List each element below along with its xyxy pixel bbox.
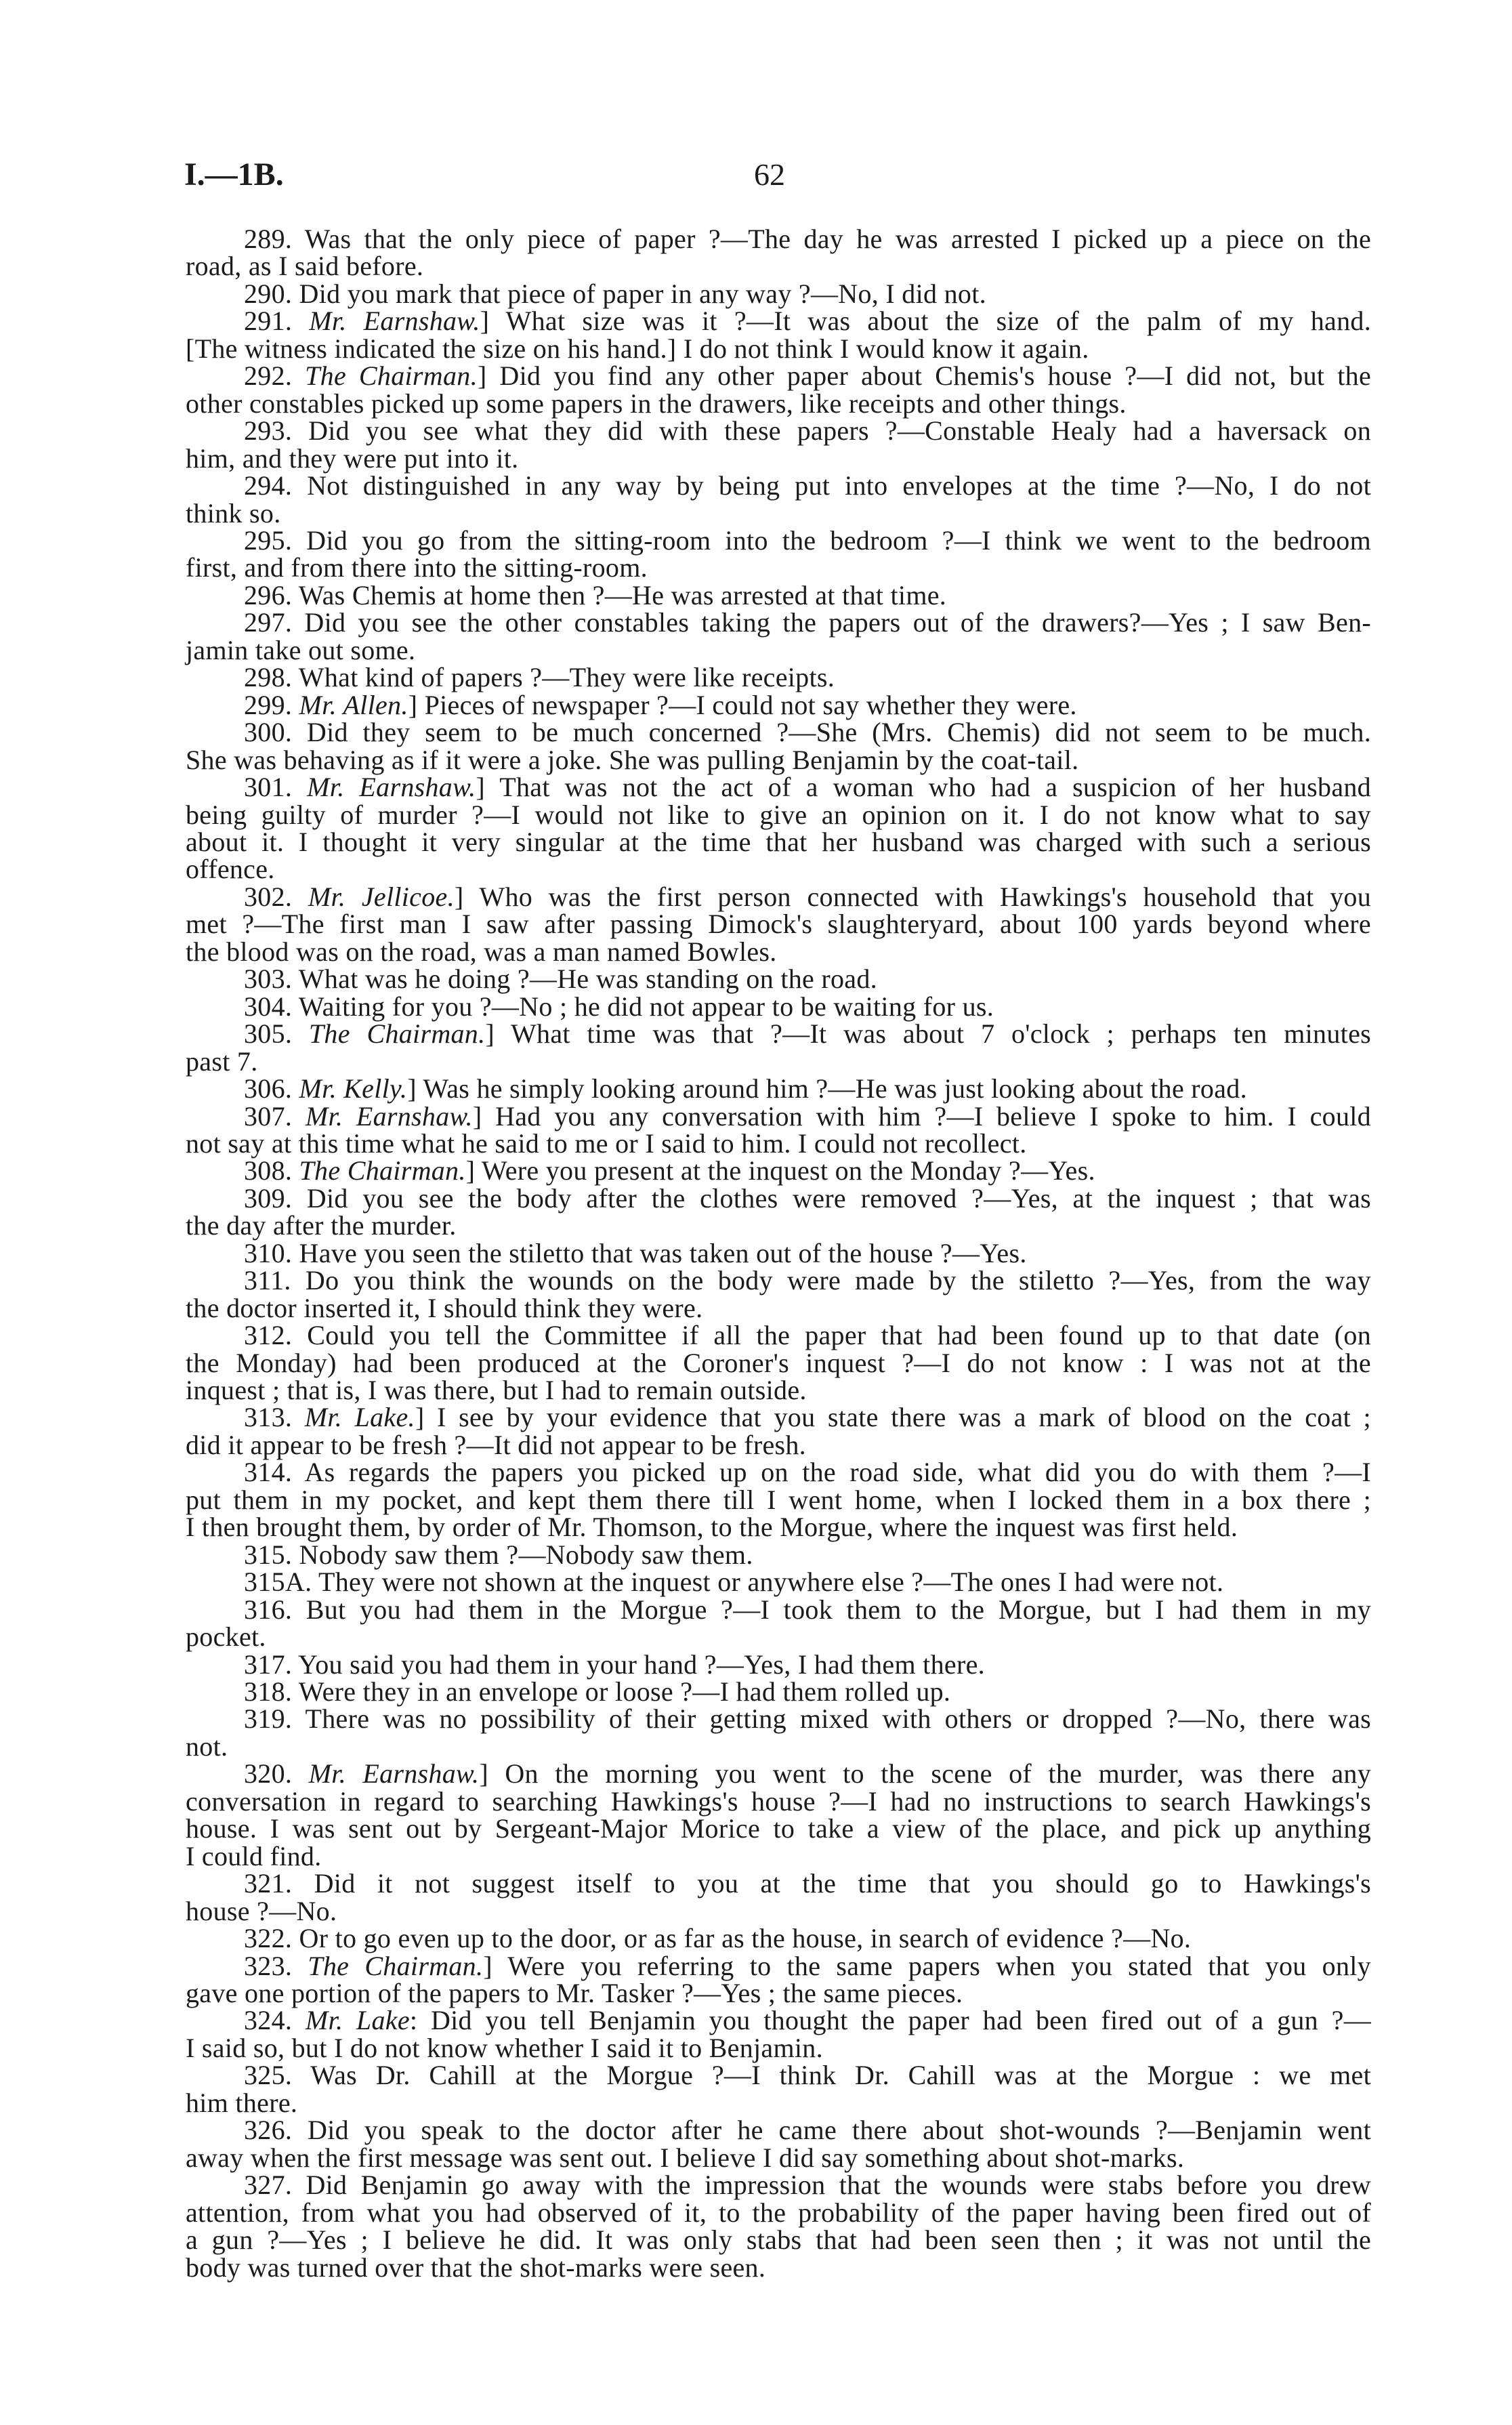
line-text: Or to go even up to the door, or as far as the house, in search of evidence ?—No. [299, 1923, 1192, 1954]
testimony-paragraph [186, 881, 1371, 967]
question-number: 316. [244, 1594, 293, 1625]
text-line [186, 1157, 1371, 1184]
line-text: They were not shown at the inquest or anywhere else ?—The ones I had were not. [318, 1567, 1224, 1598]
text-line [186, 2254, 1371, 2281]
line-text: conversation in regard to searching Hawkings's house ?—I had no instructions to search Hawkings's [186, 1785, 1371, 1817]
line-text: Do you think the wounds on the body were made by the stiletto ?—Yes, from the way [305, 1265, 1371, 1296]
testimony-paragraph [186, 1596, 1371, 1651]
text-line [186, 1429, 1371, 1460]
question-number: 324. [244, 2005, 293, 2036]
text-line [186, 1541, 1371, 1569]
text-line [186, 2087, 1371, 2118]
line-text: Did you see the other constables taking the papers out of the drawers?—Yes ; I saw Ben- [304, 607, 1371, 638]
testimony-paragraph [186, 2117, 1371, 2172]
line-text: Was Dr. Cahill at the Morgue ?—I think Dr. Cahill was at the Morgue : we met [310, 2060, 1372, 2091]
text-line [186, 826, 1371, 857]
line-text: ] Did you find any other paper about Chemis's house ?—I did not, but the [477, 360, 1371, 392]
testimony-paragraph [186, 1678, 1371, 1705]
text-line [186, 1651, 1371, 1678]
text-line [186, 1484, 1371, 1515]
testimony-paragraph [186, 2007, 1371, 2062]
question-number: 319. [244, 1703, 293, 1735]
line-text: did it appear to be fresh ?—It did not appear to be fresh. [186, 1429, 806, 1460]
text-line [186, 1237, 1371, 1268]
question-number: 315A. [244, 1567, 312, 1598]
question-number: 320. [244, 1758, 293, 1789]
line-text: the blood was on the road, was a man named Bowles. [186, 936, 777, 967]
line-text: ] What size was it ?—It was about the size of the palm of my hand. [480, 306, 1371, 337]
testimony-paragraph [186, 1237, 1371, 1268]
testimony-paragraph [186, 664, 1371, 691]
testimony-paragraph [186, 1322, 1371, 1404]
testimony-paragraph [186, 1459, 1371, 1541]
speaker-name: The Chairman. [299, 1155, 466, 1186]
question-number: 290. [244, 278, 293, 309]
line-text: I then brought them, by order of Mr. Thomson, to the Morgue, where the inquest was first held. [186, 1512, 1238, 1543]
line-text: What kind of papers ?—They were like receipts. [298, 662, 835, 693]
question-number: 302. [244, 881, 293, 912]
question-number: 300. [244, 717, 293, 748]
text-line [186, 1020, 1371, 1048]
text-line [186, 609, 1371, 636]
line-text: ] Had you any conversation with him ?—I believe I spoke to him. I could [472, 1100, 1371, 1132]
line-text: Waiting for you ?—No ; he did not appear to be waiting for us. [298, 991, 994, 1022]
testimony-body [186, 226, 1371, 2281]
text-line [186, 335, 1371, 362]
text-line [186, 1730, 1371, 1762]
text-line [186, 1404, 1371, 1431]
text-line [186, 226, 1371, 253]
text-line [186, 390, 1371, 417]
text-line [186, 634, 1371, 665]
text-line [186, 1182, 1371, 1214]
testimony-paragraph [186, 1925, 1371, 1952]
question-number: 294. [244, 470, 293, 501]
question-number: 313. [244, 1402, 293, 1433]
speaker-name: Mr. Jellicoe. [308, 881, 455, 912]
line-text: the day after the murder. [186, 1210, 457, 1241]
testimony-paragraph [186, 609, 1371, 664]
line-text: attention, from what you had observed of it, to the probability of the paper having been fired out of [186, 2197, 1371, 2228]
text-line [186, 1459, 1371, 1486]
question-number: 299. [244, 689, 293, 720]
line-text: She was behaving as if it were a joke. She was pulling Benjamin by the coat-tail. [186, 744, 1079, 775]
line-text: [The witness indicated the size on his hand.] I do not think I would know it again. [186, 333, 1089, 364]
testimony-paragraph [186, 1075, 1371, 1102]
testimony-paragraph [186, 993, 1371, 1020]
question-number: 315. [244, 1539, 293, 1570]
question-number: 305. [244, 1018, 293, 1050]
speaker-name: Mr. Kelly. [299, 1073, 408, 1104]
question-number: 309. [244, 1182, 293, 1214]
testimony-paragraph [186, 689, 1371, 720]
line-text: Have you seen the stiletto that was taken out of the house ?—Yes. [299, 1237, 1027, 1268]
text-line [186, 415, 1371, 447]
text-line [186, 1980, 1371, 2007]
question-number: 311. [244, 1265, 291, 1296]
question-number: 314. [244, 1457, 293, 1488]
text-line [186, 963, 1371, 995]
line-text: pocket. [186, 1621, 266, 1653]
testimony-paragraph [186, 1760, 1371, 1870]
testimony-paragraph [186, 1651, 1371, 1678]
line-text: : Did you tell Benjamin you thought the paper had been fired out of a gun ?— [409, 2005, 1371, 2036]
text-line [186, 1623, 1371, 1651]
question-number: 323. [244, 1950, 293, 1981]
line-text: about it. I thought it very singular at the time that her husband was charged with such a serious [186, 826, 1371, 857]
line-text: Was that the only piece of paper ?—The day he was arrested I picked up a piece on the [304, 224, 1372, 254]
question-number: 297. [244, 607, 293, 638]
text-line [186, 554, 1371, 581]
line-text: not say at this time what he said to me or I said to him. I could not recollect. [186, 1127, 1027, 1159]
text-line [186, 1212, 1371, 1239]
line-text: Did you see what they did with these papers ?—Constable Healy had a haversack on [308, 415, 1371, 447]
testimony-paragraph [186, 1705, 1371, 1760]
line-text: not. [186, 1730, 228, 1762]
text-line [186, 856, 1371, 883]
line-text: gave one portion of the papers to Mr. Tasker ?—Yes ; the same pieces. [186, 1978, 963, 2008]
question-number: 317. [244, 1649, 293, 1680]
line-text: Did it not suggest itself to you at the time that you should go to Hawkings's [314, 1868, 1371, 1899]
question-number: 321. [244, 1868, 293, 1899]
line-text: put them in my pocket, and kept them there till I went home, when I locked them in a box there ; [186, 1484, 1371, 1515]
line-text: ] That was not the act of a woman who had a suspicion of her husband [476, 772, 1371, 803]
testimony-paragraph [186, 1020, 1371, 1075]
testimony-paragraph [186, 226, 1371, 281]
line-text: What was he doing ?—He was standing on the road. [298, 963, 877, 995]
text-line [186, 1377, 1371, 1404]
text-line [186, 2062, 1371, 2089]
line-text: ] What time was that ?—It was about 7 o'clock ; perhaps ten minutes [485, 1018, 1371, 1050]
testimony-paragraph [186, 308, 1371, 362]
testimony-paragraph [186, 2172, 1371, 2281]
document-series-code: I.—1B. [184, 157, 284, 192]
line-text: Could you tell the Committee if all the paper that had been found up to that date (on [307, 1320, 1371, 1351]
line-text: him, and they were put into it. [186, 442, 519, 474]
text-line [186, 1760, 1371, 1787]
testimony-paragraph [186, 579, 1371, 610]
question-number: 312. [244, 1320, 293, 1351]
text-line [186, 774, 1371, 801]
text-line [186, 1870, 1371, 1897]
line-text: I said so, but I do not know whether I said it to Benjamin. [186, 2032, 823, 2063]
text-line [186, 1950, 1371, 1981]
line-text: ] Pieces of newspaper ?—I could not say whether they were. [408, 689, 1077, 720]
line-text: house ?—No. [186, 1895, 337, 1926]
testimony-paragraph [186, 1541, 1371, 1569]
text-line [186, 1100, 1371, 1132]
speaker-name: The Chairman. [305, 360, 478, 392]
question-number: 322. [244, 1923, 293, 1954]
line-text: But you had them in the Morgue ?—I took them to the Morgue, but I had them in my [306, 1594, 1371, 1625]
text-line [186, 2226, 1371, 2254]
question-number: 304. [244, 991, 293, 1022]
question-number: 303. [244, 963, 293, 995]
text-line [186, 1322, 1371, 1349]
text-line [186, 2007, 1371, 2034]
question-number: 326. [244, 2115, 293, 2146]
line-text: ] Was he simply looking around him ?—He was just looking about the road. [407, 1073, 1247, 1104]
text-line [186, 1569, 1371, 1596]
testimony-paragraph [186, 2062, 1371, 2117]
testimony-paragraph [186, 472, 1371, 527]
speaker-name: The Chairman. [308, 1018, 486, 1050]
text-line [186, 2144, 1371, 2172]
line-text: Did Benjamin go away with the impression that the wounds were stabs before you drew [306, 2170, 1371, 2201]
text-line [186, 938, 1371, 966]
testimony-paragraph [186, 362, 1371, 417]
question-number: 296. [244, 579, 293, 610]
text-line [186, 442, 1371, 474]
question-number: 295. [244, 524, 293, 556]
speaker-name: Mr. Lake. [304, 1402, 415, 1433]
text-line [186, 2199, 1371, 2226]
testimony-paragraph [186, 963, 1371, 995]
line-text: a gun ?—Yes ; I believe he did. It was only stabs that had been seen then ; it was not until the [186, 2224, 1371, 2256]
line-text: Were they in an envelope or loose ?—I had them rolled up. [298, 1676, 951, 1707]
question-number: 306. [244, 1073, 293, 1104]
speaker-name: Mr. Lake [305, 2005, 410, 2036]
text-line [186, 472, 1371, 499]
text-line [186, 524, 1371, 556]
question-number: 291. [244, 306, 293, 337]
line-text: Did you go from the sitting-room into the bedroom ?—I think we went to the bedroom [306, 524, 1371, 556]
testimony-paragraph [186, 1157, 1371, 1184]
testimony-paragraph [186, 1100, 1371, 1159]
line-text: being guilty of murder ?—I would not like to give an opinion on it. I do not know what to say [186, 799, 1371, 830]
question-number: 308. [244, 1155, 293, 1186]
text-line [186, 1596, 1371, 1623]
line-text: ] Who was the first person connected with Hawkings's household that you [454, 881, 1371, 912]
testimony-paragraph [186, 524, 1371, 583]
text-line [186, 664, 1371, 691]
testimony-paragraph [186, 1182, 1371, 1241]
text-line [186, 308, 1371, 335]
speaker-name: The Chairman. [308, 1950, 484, 1981]
speaker-name: Mr. Earnshaw. [308, 1758, 480, 1789]
line-text: think so. [186, 497, 281, 528]
text-line [186, 1925, 1371, 1952]
line-text: Was Chemis at home then ?—He was arrested at that time. [298, 579, 947, 610]
speaker-name: Mr. Earnshaw. [305, 1100, 473, 1132]
line-text: Nobody saw them ?—Nobody saw them. [299, 1539, 753, 1570]
page-number: 62 [754, 157, 785, 192]
line-text: Did you speak to the doctor after he came there about shot-wounds ?—Benjamin went [308, 2115, 1371, 2146]
text-line [186, 2032, 1371, 2063]
line-text: away when the first message was sent out. I believe I did say something about shot-marks. [186, 2142, 1185, 2173]
line-text: Did you see the body after the clothes were removed ?—Yes, at the inquest ; that was [306, 1182, 1371, 1214]
text-line [186, 278, 1371, 309]
text-line [186, 1347, 1371, 1378]
testimony-paragraph [186, 278, 1371, 309]
line-text: jamin take out some. [186, 634, 416, 665]
text-line [186, 2117, 1371, 2144]
text-line [186, 579, 1371, 610]
text-line [186, 689, 1371, 720]
speaker-name: Mr. Earnshaw. [307, 772, 476, 803]
text-line [186, 1267, 1371, 1294]
question-number: 298. [244, 662, 293, 693]
text-line [186, 1840, 1371, 1871]
line-text: past 7. [186, 1045, 258, 1077]
speaker-name: Mr. Earnshaw. [309, 306, 480, 337]
text-line [186, 362, 1371, 390]
text-line [186, 1785, 1371, 1817]
line-text: road, as I said before. [186, 251, 424, 282]
line-text: Did they seem to be much concerned ?—She (Mrs. Chemis) did not seem to be much. [306, 717, 1371, 748]
line-text: the doctor inserted it, I should think they were. [186, 1292, 703, 1323]
line-text: the Monday) had been produced at the Coroner's inquest ?—I do not know : I was not at the [186, 1347, 1371, 1378]
question-number: 307. [244, 1100, 293, 1132]
text-line [186, 993, 1371, 1020]
text-line [186, 1292, 1371, 1323]
text-line [186, 911, 1371, 938]
question-number: 289. [244, 224, 293, 254]
text-line [186, 1127, 1371, 1159]
text-line [186, 1815, 1371, 1842]
text-line [186, 881, 1371, 912]
testimony-paragraph [186, 1870, 1371, 1925]
testimony-paragraph [186, 1267, 1371, 1322]
line-text: I could find. [186, 1840, 322, 1871]
text-line [186, 1895, 1371, 1926]
line-text: body was turned over that the shot-marks were seen. [186, 2252, 766, 2283]
line-text: met ?—The first man I saw after passing Dimock's slaughteryard, about 100 yards beyond where [186, 909, 1371, 940]
question-number: 325. [244, 2060, 293, 2091]
testimony-paragraph [186, 417, 1371, 472]
testimony-paragraph [186, 719, 1371, 774]
line-text: ] Were you referring to the same papers when you stated that you only [483, 1950, 1371, 1981]
line-text: ] I see by your evidence that you state there was a mark of blood on the coat ; [415, 1402, 1371, 1433]
text-line [186, 799, 1371, 830]
testimony-paragraph [186, 1950, 1371, 2008]
testimony-paragraph [186, 774, 1371, 884]
question-number: 327. [244, 2170, 293, 2201]
line-text: inquest ; that is, I was there, but I had to remain outside. [186, 1375, 807, 1406]
question-number: 301. [244, 772, 293, 803]
line-text: You said you had them in your hand ?—Yes, I had them there. [298, 1649, 985, 1680]
line-text: ] On the morning you went to the scene of the murder, was there any [479, 1758, 1371, 1789]
text-line [186, 1075, 1371, 1102]
question-number: 310. [244, 1237, 293, 1268]
line-text: As regards the papers you picked up on the road side, what did you do with them ?—I [304, 1457, 1371, 1488]
question-number: 293. [244, 415, 293, 447]
text-line [186, 719, 1371, 746]
text-line [186, 744, 1371, 775]
text-line [186, 253, 1371, 280]
text-line [186, 1045, 1371, 1077]
line-text: offence. [186, 854, 275, 885]
text-line [186, 1678, 1371, 1705]
line-text: ] Were you present at the inquest on the Monday ?—Yes. [465, 1155, 1095, 1186]
line-text: Did you mark that piece of paper in any way ?—No, I did not. [299, 278, 986, 309]
text-line [186, 1705, 1371, 1733]
question-number: 292. [244, 360, 293, 392]
text-line [186, 497, 1371, 528]
question-number: 318. [244, 1676, 293, 1707]
line-text: house. I was sent out by Sergeant-Major Morice to take a view of the place, and pick up anything [186, 1813, 1371, 1844]
text-line [186, 2172, 1371, 2199]
line-text: Not distinguished in any way by being put into envelopes at the time ?—No, I do not [307, 470, 1371, 501]
speaker-name: Mr. Allen. [299, 689, 408, 720]
line-text: first, and from there into the sitting-room. [186, 552, 648, 583]
line-text: There was no possibility of their getting mixed with others or dropped ?—No, there was [305, 1703, 1371, 1735]
testimony-paragraph [186, 1404, 1371, 1459]
line-text: other constables picked up some papers in the drawers, like receipts and other things. [186, 388, 1127, 419]
text-line [186, 1514, 1371, 1541]
testimony-paragraph [186, 1569, 1371, 1596]
line-text: him there. [186, 2087, 298, 2118]
